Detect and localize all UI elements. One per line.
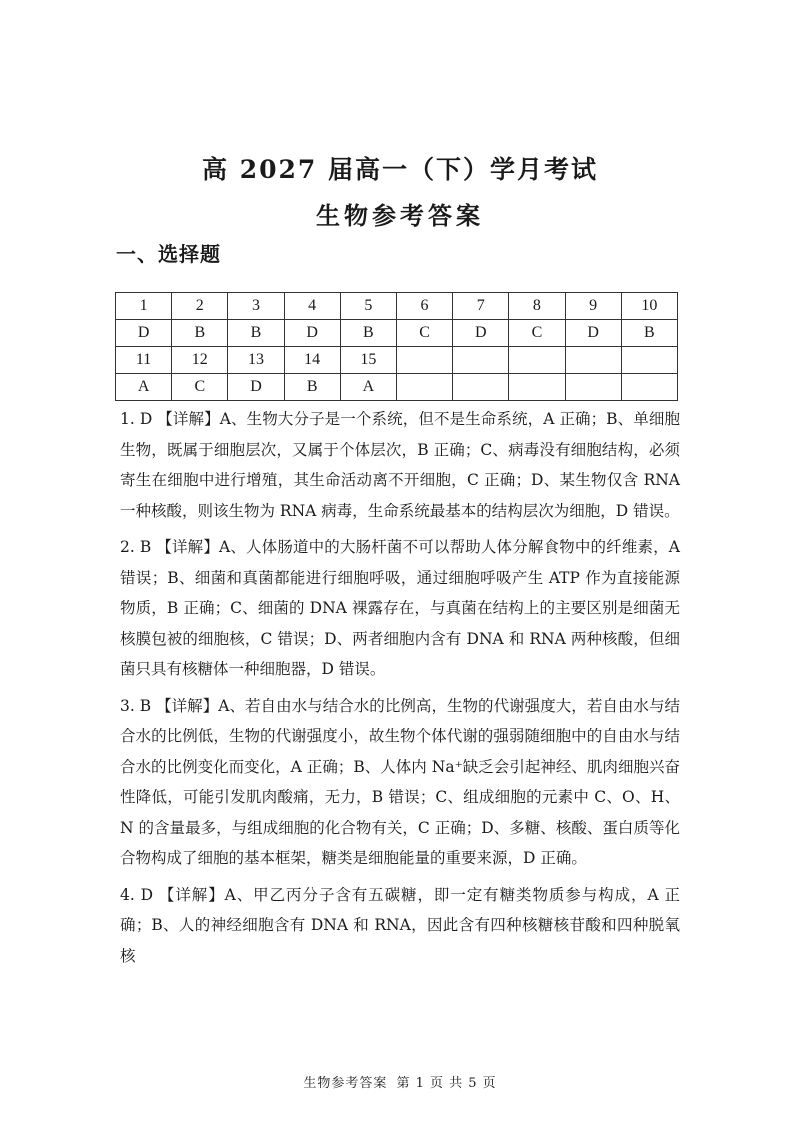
answer-table-cell: B: [284, 374, 340, 401]
page-footer: [0, 1072, 800, 1091]
explanation-4: 4. D 【详解】A、甲乙丙分子含有五碳糖，即一定有糖类物质参与构成，A 正确；B、人的神经细胞含有 DNA 和 RNA，因此含有四种核糖核苷酸和四种脱氧核: [120, 885, 680, 965]
section-heading: 一、选择题: [116, 242, 221, 266]
explanation-3: 3. B 【详解】A、若自由水与结合水的比例高，生物的代谢强度大，若自由水与结合水的比例低，生物的代谢强度小，故生物个体代谢的强弱随细胞中的自由水与结合水的比例变化而变化，A 正确；B、人体内 Na⁺缺乏会引起神经、肌肉细胞兴奋性降低，可能引发肌肉酸痛，无力，B 错误；C、组成细胞的元素中 C、O、H、N 的含量最多，与组成细胞的化合物有关，C 正确；D、多糖、核酸、蛋白质等化合物构成了细胞的基本框架，糖类是细胞能量的重要来源，D 正确。: [120, 696, 680, 867]
footer-subject: 生物参考答案: [303, 1076, 388, 1091]
answer-table-cell: D: [284, 320, 340, 347]
answer-table-cell: [565, 374, 621, 401]
answer-table-cell: D: [116, 320, 172, 347]
answer-table-cell: 4: [284, 293, 340, 320]
answer-table-cell: 14: [284, 347, 340, 374]
answer-table-cell: 9: [565, 293, 621, 320]
answer-table-cell: [396, 374, 452, 401]
answer-table-cell: [509, 374, 565, 401]
answer-table-cell: [621, 347, 677, 374]
answer-table-cell: B: [340, 320, 396, 347]
explanation-1: 1. D 【详解】A、生物大分子是一个系统，但不是生命系统，A 正确；B、单细胞生物，既属于细胞层次，又属于个体层次，B 正确；C、病毒没有细胞结构，必须寄生在细胞中进行增殖，其生命活动离不开细胞，C 正确；D、某生物仅含 RNA 一种核酸，则该生物为 RNA 病毒，生命系统最基本的结构层次为细胞，D 错误。: [120, 410, 680, 520]
footer-page-label: 第 1 页 共 5 页: [396, 1076, 497, 1091]
answer-table-cell: [396, 347, 452, 374]
answer-table-row: [116, 347, 678, 374]
answer-table-cell: 6: [396, 293, 452, 320]
answer-table-cell: C: [396, 320, 452, 347]
answer-table-cell: 15: [340, 347, 396, 374]
explanation-2: 2. B 【详解】A、人体肠道中的大肠杆菌不可以帮助人体分解食物中的纤维素，A 错误；B、细菌和真菌都能进行细胞呼吸，通过细胞呼吸产生 ATP 作为直接能源物质，B 正确；C、细菌的 DNA 裸露存在，与真菌在结构上的主要区别是细菌无核膜包被的细胞核，C 错误；D、两者细胞内含有 DNA 和 RNA 两种核酸，但细菌只具有核糖体一种细胞器，D 错误。: [120, 538, 680, 678]
answer-table-cell: 10: [621, 293, 677, 320]
answer-table-cell: C: [172, 374, 228, 401]
answer-table-cell: 3: [228, 293, 284, 320]
answer-table-cell: [621, 374, 677, 401]
answer-table-cell: [453, 374, 509, 401]
answer-table-cell: 2: [172, 293, 228, 320]
answer-table-cell: 7: [453, 293, 509, 320]
answer-table-cell: D: [228, 374, 284, 401]
answer-table-cell: 1: [116, 293, 172, 320]
answer-table-cell: 5: [340, 293, 396, 320]
answer-table-cell: 13: [228, 347, 284, 374]
answer-table-cell: B: [621, 320, 677, 347]
exam-subtitle: 生物参考答案: [316, 201, 484, 230]
answer-table-cell: B: [172, 320, 228, 347]
answer-table-cell: D: [565, 320, 621, 347]
answer-table-row: [116, 320, 678, 347]
answer-table-cell: B: [228, 320, 284, 347]
answer-table-cell: [509, 347, 565, 374]
answer-table-cell: 12: [172, 347, 228, 374]
answer-table-cell: 8: [509, 293, 565, 320]
answer-table-row: [116, 293, 678, 320]
answer-table-row: [116, 374, 678, 401]
answer-table-cell: 11: [116, 347, 172, 374]
answer-table-cell: C: [509, 320, 565, 347]
answer-table-cell: [453, 347, 509, 374]
exam-title: 高 2027 届高一（下）学月考试: [202, 155, 598, 184]
answer-table: [115, 292, 678, 401]
explanations: [120, 404, 680, 977]
answer-table-cell: A: [116, 374, 172, 401]
answer-table-cell: D: [453, 320, 509, 347]
answer-table-cell: A: [340, 374, 396, 401]
answer-table-cell: [565, 347, 621, 374]
